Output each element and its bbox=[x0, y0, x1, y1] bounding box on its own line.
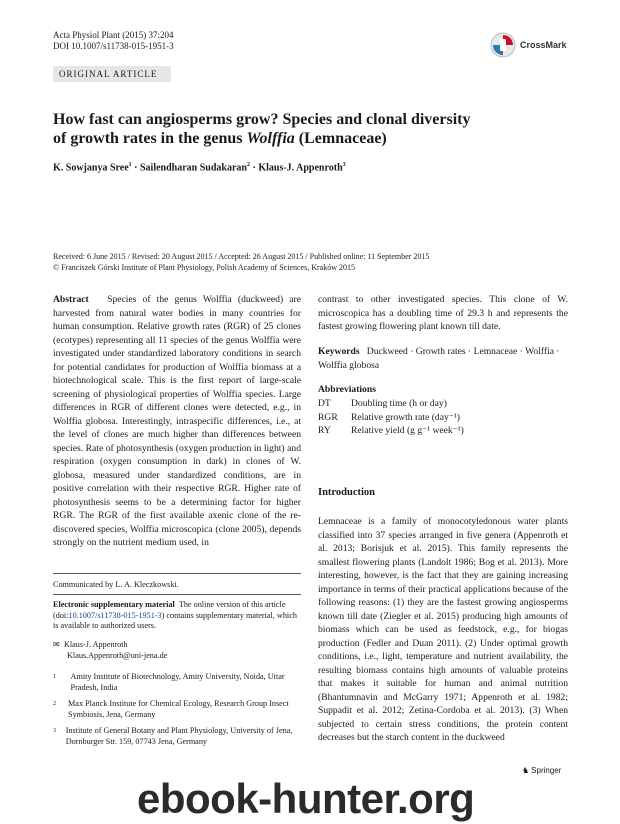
envelope-icon: ✉ bbox=[53, 640, 60, 649]
abbrev-row: DT Doubling time (h or day) bbox=[318, 398, 447, 409]
keywords-label: Keywords bbox=[318, 346, 360, 357]
affiliation: 1 Amity Institute of Biotechnology, Amity University, Noida, Uttar Pradesh, India bbox=[53, 672, 285, 692]
crossmark-label: CrossMark bbox=[520, 40, 567, 50]
author-list: K. Sowjanya Sree$^1$ · Sailendharan Sudakaran$^2$ · Klaus-J. Appenroth$^3$ bbox=[53, 162, 346, 174]
abbreviations-heading: Abbreviations bbox=[318, 384, 376, 395]
abstract-continuation: contrast to other investigated species. This clone of W. microscopica has a doubling time of 29.3 h and represents the fastest growing flowering plant known till date. bbox=[318, 294, 568, 332]
abbrev-row: RY Relative yield (g g⁻¹ week⁻¹) bbox=[318, 425, 464, 436]
history-dates: Received: 6 June 2015 / Revised: 20 August 2015 / Accepted: 26 August 2015 / Published online: 11 September 2015 bbox=[53, 252, 430, 261]
abstract-section bbox=[53, 293, 301, 550]
springer-horse-icon: ♞ bbox=[522, 766, 530, 775]
footnote-divider bbox=[53, 573, 301, 574]
doi-link[interactable]: 10.1007/s11738-015-1951-3 bbox=[68, 610, 162, 620]
watermark: ebook-hunter.org bbox=[137, 775, 475, 822]
author-2[interactable]: Sailendharan Sudakaran bbox=[140, 162, 247, 174]
introduction-heading: Introduction bbox=[318, 487, 375, 498]
journal-doi: DOI 10.1007/s11738-015-1951-3 bbox=[53, 41, 174, 51]
abstract-label: Abstract bbox=[53, 294, 89, 305]
abbreviations-list bbox=[318, 397, 464, 438]
title-line-1: How fast can angiosperms grow? Species and clonal diversity bbox=[53, 111, 471, 128]
paper-title bbox=[53, 110, 563, 148]
footnote-divider bbox=[53, 594, 301, 595]
author-1[interactable]: K. Sowjanya Sree bbox=[53, 162, 129, 174]
journal-name: Acta Physiol Plant (2015) 37:204 bbox=[53, 30, 174, 40]
abstract-text: Species of the genus Wolffia (duckweed) are harvested from natural water bodies in many countries for human consumption. Relative growth rates (RGR) of 25 clones (ecotypes) representing all 11 species of the genus Wolffia were investigated under standardized laboratory conditions in search for potential candidates for production of Wolffia biomass at a biotechnological scale. This is the first report of large-scale screening of physiological properties of Wolffia species. Large differences in RGR of different clones were detected, e.g., in Wolffia globosa. Interestingly, intraspecific differences, i.e., at the level of clones are much higher than differences between species. Rate of photosynthesis (oxygen production in light) and respiration (oxygen consumption in dark) in clones of W. globosa, measured under standardized conditions, are in positive correlation with their respective RGR. Higher rate of photosynthesis seems to be a determining factor for higher RGR. The RGR of the first available axenic clone of the re-discovered species, Wolffia microscopica (clone 2005), depends strongly on the nutrient medium used, in bbox=[53, 294, 302, 548]
abbrev-row: RGR Relative growth rate (day⁻¹) bbox=[318, 411, 460, 423]
article-type-banner: ORIGINAL ARTICLE bbox=[53, 66, 171, 82]
keywords-text: Duckweed · Growth rates · Lemnaceae · Wolffia · Wolffia globosa bbox=[318, 346, 560, 371]
title-line-2: of growth rates in the genus Wolffia (Lemnaceae) bbox=[53, 130, 387, 147]
crossmark-badge[interactable] bbox=[490, 32, 567, 58]
supplementary-note: Electronic supplementary material The online version of this article (doi:10.1007/s11738-015-1951-3) contains supplementary material, which is available to authorized users. bbox=[53, 600, 297, 630]
affiliation: 2 Max Planck Institute for Chemical Ecology, Research Group Insect Symbiosis, Jena, Germany bbox=[53, 699, 289, 719]
publisher-logo: ♞ Springer bbox=[522, 766, 562, 775]
publication-dates bbox=[53, 251, 573, 273]
corresponding-author: ✉ Klaus-J. Appenroth Klaus.Appenroth@uni-jena.de bbox=[53, 640, 168, 660]
communicated-by: Communicated by L. A. Kleczkowski. bbox=[53, 580, 179, 589]
journal-citation bbox=[53, 30, 174, 52]
introduction-text: Lemnaceae is a family of monocotyledonous water plants classified into 37 species arranged in five genera (Appenroth et al. 2013; Borisjuk et al. 2015). This family represents the smallest flowering plants (Landolt 1986; Bog et al. 2013). More interesting, however, is the fact that they are gaining increasing importance in terms of their practical applications because of the following reasons: (1) they are the fastest growing angiosperms known till date (Ziegler et al. 2015) producing high amounts of biomass which can be used as feedstock, e.g., for biogas production (Fedler and Duan 2011). (2) Under optimal growth conditions, i.e., light, temperature and nutrient availability, the resulting biomass contains high amounts of valuable proteins that makes it suitable for human and animal nutrition (Bhantumnavin and McGarry 1971; Appenroth et al. 1982; Suppadit et al. 2012; Zetina-Cordoba et al. 2013). (3) When subjected to certain stress conditions, the protein content decreases but the starch content in the duckweed bbox=[318, 516, 568, 743]
keywords-section bbox=[318, 345, 568, 372]
copyright-line: © Franciszek Górski Institute of Plant Physiology, Polish Academy of Sciences, Kraków 2015 bbox=[53, 263, 355, 272]
affiliation: 3 Institute of General Botany and Plant Physiology, University of Jena, Dornburger Str. 159, 07743 Jena, Germany bbox=[53, 726, 293, 746]
author-3[interactable]: Klaus-J. Appenroth bbox=[258, 162, 343, 174]
crossmark-icon bbox=[490, 32, 516, 58]
email-link[interactable]: Klaus.Appenroth@uni-jena.de bbox=[67, 650, 168, 660]
